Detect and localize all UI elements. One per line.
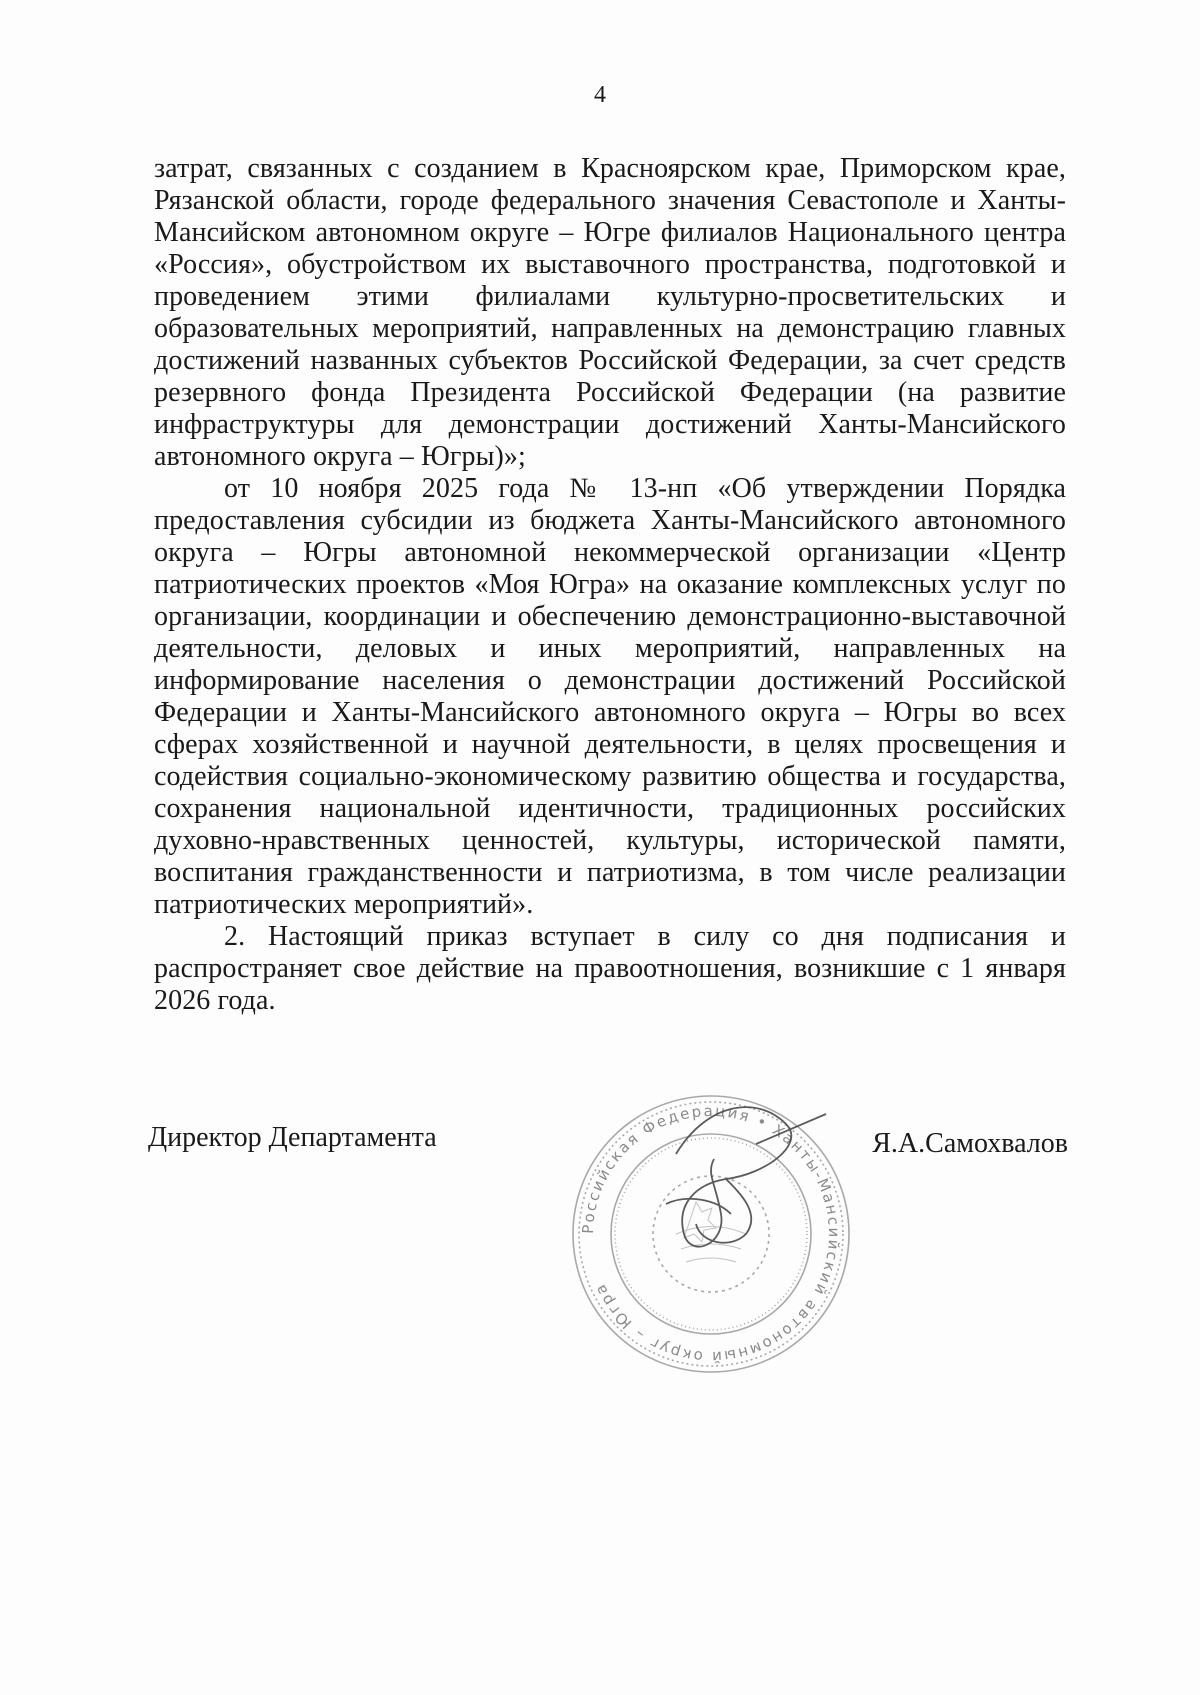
signatory-position: Директор Департамента — [148, 1122, 437, 1153]
seal-outer-text: Российская Федерация • Ханты-Мансийский автономный округ – Югра — [578, 1101, 844, 1367]
document-body — [154, 153, 1066, 1017]
paragraph-effective-date: 2. Настоящий приказ вступает в силу со дня подписания и распространяет свое действие на правоотношения, возникшие с 1 января 2026 года. — [154, 921, 1066, 1016]
paragraph-continuation: затрат, связанных с созданием в Красноярском крае, Приморском крае, Рязанской области, городе федерального значения Севастополе и Ханты-Мансийском автономном округе – Югре филиалов Национального центра «Россия», обустройством их выставочного пространства, подготовкой и проведением этими филиалами культурно-просветительских и образовательных мероприятий, направленных на демонстрацию главных достижений названных субъектов Российской Федерации, за счет средств резервного фонда Президента Российской Федерации (на развитие инфраструктуры для демонстрации достижений Ханты-Мансийского автономного округа – Югры)»; — [154, 153, 1066, 472]
official-seal-stamp — [556, 1084, 866, 1384]
signature-block — [148, 1101, 1068, 1367]
page-number: 4 — [594, 82, 606, 108]
paragraph-decree-reference: от 10 ноября 2025 года № 13-нп «Об утверждении Порядка предоставления субсидии из бюджета Ханты-Мансийского автономного округа – Югры автономной некоммерческой организации «Центр патриотических проектов «Моя Югра» на оказание комплексных услуг по организации, координации и обеспечению демонстрационно-выставочной деятельности, деловых и иных мероприятий, направленных на информирование населения о демонстрации достижений Российской Федерации и Ханты-Мансийского автономного округа – Югры во всех сферах хозяйственной и научной деятельности, в целях просвещения и содействия социально-экономическому развитию общества и государства, сохранения национальной идентичности, традиционных российских духовно-нравственных ценностей, культуры, исторической памяти, воспитания гражданственности и патриотизма, в том числе реализации патриотических мероприятий». — [154, 473, 1066, 920]
signatory-name: Я.А.Самохвалов — [872, 1128, 1068, 1159]
handwritten-signature — [666, 1107, 826, 1246]
